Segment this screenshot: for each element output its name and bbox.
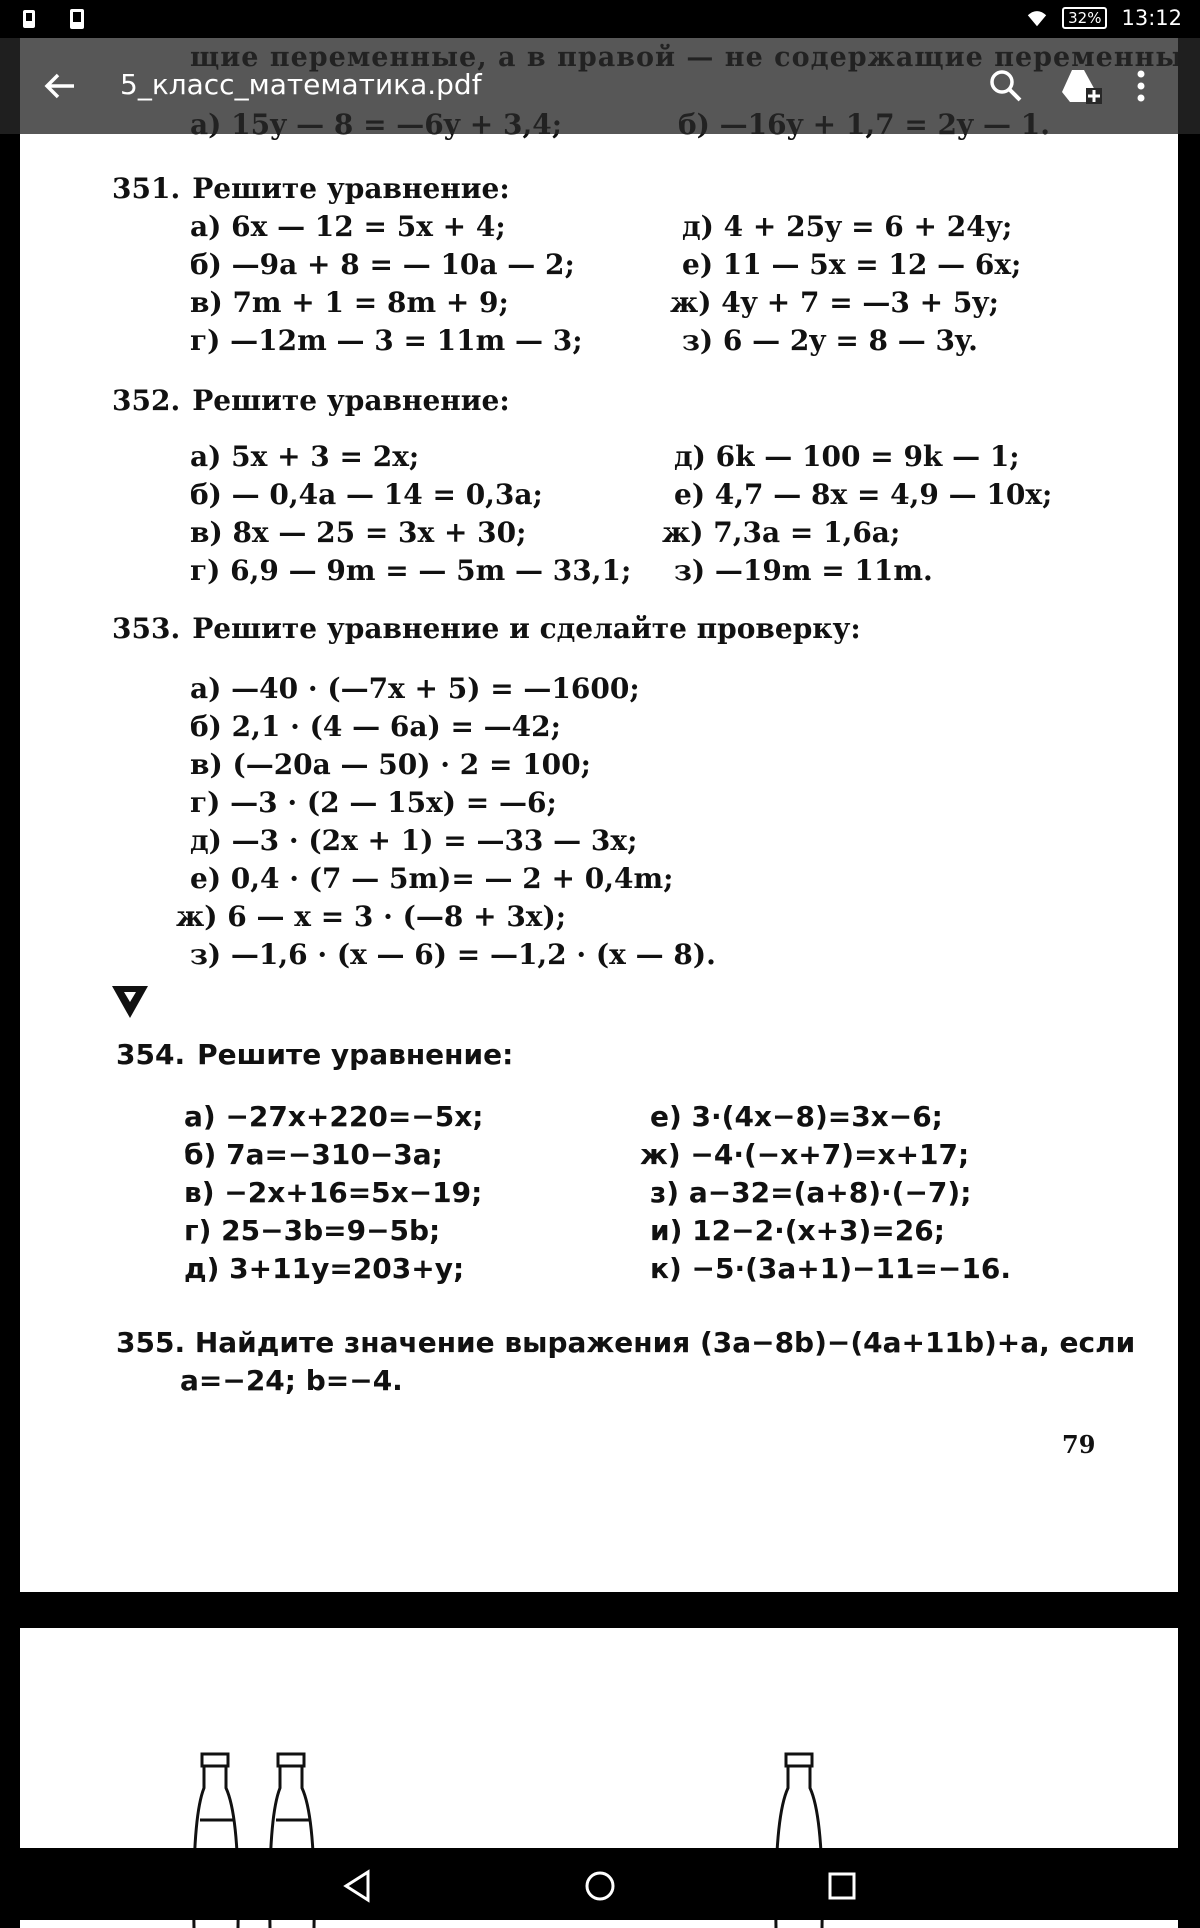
search-icon[interactable] xyxy=(986,66,1026,106)
equation: а) 5x + 3 = 2x; xyxy=(190,440,420,473)
equation: д) 6k — 100 = 9k — 1; xyxy=(674,440,1020,473)
equation: г) 6,9 — 9m = — 5m — 33,1; xyxy=(190,554,632,587)
equation: з) a−32=(a+8)·(−7); xyxy=(650,1176,972,1209)
equation: г) —12m — 3 = 11m — 3; xyxy=(190,324,583,357)
pdf-page xyxy=(20,38,1178,1592)
equation: и) 12−2·(x+3)=26; xyxy=(650,1214,945,1247)
problem-number: 355. xyxy=(116,1326,186,1359)
equation: е) 3·(4x−8)=3x−6; xyxy=(650,1100,943,1133)
nav-recents-icon[interactable] xyxy=(824,1868,860,1904)
clock: 13:12 xyxy=(1121,6,1182,30)
equation: б) 7a=−310−3a; xyxy=(184,1138,443,1171)
equation: в) −2x+16=5x−19; xyxy=(184,1176,483,1209)
equation: в) 8x — 25 = 3x + 30; xyxy=(190,516,527,549)
pdf-viewer-toolbar xyxy=(0,38,1200,134)
equation: ж) 7,3a = 1,6a; xyxy=(662,516,901,549)
problem-355-text xyxy=(116,1326,1135,1359)
equation: з) —19m = 11m. xyxy=(674,554,933,587)
nav-home-icon[interactable] xyxy=(582,1868,618,1904)
problem-351-heading xyxy=(112,172,510,205)
page-number: 79 xyxy=(1062,1430,1096,1459)
problem-354-heading xyxy=(116,1038,513,1071)
equation: ж) 6 — x = 3 · (—8 + 3x); xyxy=(176,900,567,933)
equation: а) —40 · (—7x + 5) = —1600; xyxy=(190,672,640,705)
problem-title: Решите уравнение: xyxy=(192,172,510,205)
screenshot-icon xyxy=(66,8,88,30)
equation: з) 6 — 2y = 8 — 3y. xyxy=(682,324,978,357)
equation: д) 4 + 25y = 6 + 24y; xyxy=(682,210,1013,243)
equation: ж) −4·(−x+7)=x+17; xyxy=(640,1138,970,1171)
equation: в) (—20a — 50) · 2 = 100; xyxy=(190,748,591,781)
drive-add-icon[interactable] xyxy=(1058,66,1102,106)
equation: з) —1,6 · (x — 6) = —1,2 · (x — 8). xyxy=(190,938,716,971)
equation: б) — 0,4a — 14 = 0,3a; xyxy=(190,478,543,511)
nav-back-icon[interactable] xyxy=(340,1868,376,1904)
equation: е) 11 — 5x = 12 — 6x; xyxy=(682,248,1022,281)
arrow-left-icon[interactable] xyxy=(40,66,80,106)
equation: а) −27x+220=−5x; xyxy=(184,1100,484,1133)
problem-number: 352. xyxy=(112,384,181,417)
equation: е) 4,7 — 8x = 4,9 — 10x; xyxy=(674,478,1053,511)
equation: ж) 4y + 7 = —3 + 5y; xyxy=(670,286,999,319)
wifi-icon xyxy=(1026,7,1048,29)
equation: г) —3 · (2 — 15x) = —6; xyxy=(190,786,557,819)
problem-355-line2: a=−24; b=−4. xyxy=(180,1364,403,1397)
problem-number: 353. xyxy=(112,612,181,645)
equation: б) —9a + 8 = — 10a — 2; xyxy=(190,248,575,281)
problem-number: 351. xyxy=(112,172,181,205)
problem-title: Решите уравнение: xyxy=(197,1038,514,1071)
problem-352-heading xyxy=(112,384,510,417)
equation: г) 25−3b=9−5b; xyxy=(184,1214,441,1247)
equation: д) 3+11y=203+y; xyxy=(184,1252,465,1285)
more-vert-icon[interactable] xyxy=(1126,66,1156,106)
equation: в) 7m + 1 = 8m + 9; xyxy=(190,286,509,319)
section-marker-icon xyxy=(110,984,150,1020)
problem-title: Решите уравнение: xyxy=(192,384,510,417)
problem-355-line1: Найдите значение выражения (3a−8b)−(4a+11b)+a, если xyxy=(194,1326,1136,1359)
battery-indicator: 32% xyxy=(1062,7,1107,29)
equation: е) 0,4 · (7 — 5m)= — 2 + 0,4m; xyxy=(190,862,674,895)
equation: б) 2,1 · (4 — 6a) = —42; xyxy=(190,710,561,743)
problem-353-heading xyxy=(112,612,861,645)
system-nav-bar xyxy=(0,1848,1200,1920)
equation: д) —3 · (2x + 1) = —33 — 3x; xyxy=(190,824,638,857)
status-bar xyxy=(0,0,1200,38)
problem-number: 354. xyxy=(116,1038,186,1071)
document-title: 5_класс_математика.pdf xyxy=(120,68,482,101)
problem-title: Решите уравнение и сделайте проверку: xyxy=(192,612,861,645)
notification-icon xyxy=(18,8,40,30)
equation: к) −5·(3a+1)−11=−16. xyxy=(650,1252,1011,1285)
equation: а) 6x — 12 = 5x + 4; xyxy=(190,210,506,243)
